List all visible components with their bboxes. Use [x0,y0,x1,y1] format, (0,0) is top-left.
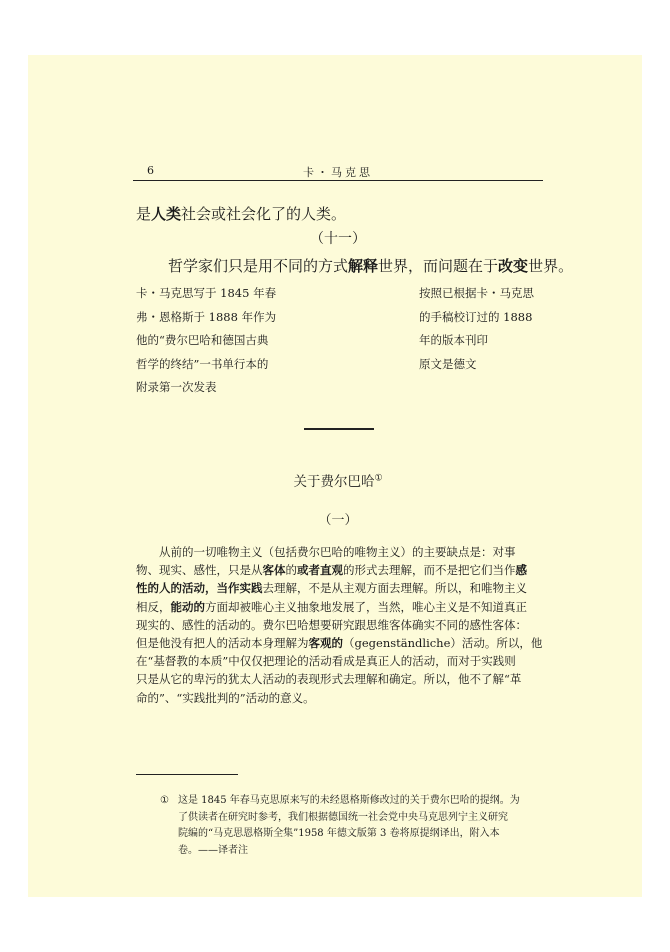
paragraph-line [136,634,544,652]
note-line: 弗・恩格斯于 1888 年作为 [136,309,277,324]
footnote-rule [136,774,238,775]
plain-text: 相反， [136,599,171,614]
plain-text: 只是从它的卑污的犹太人活动的表现形式去理解和确定。所以，他不了解“革 [136,672,522,687]
plain-text: 命的”、“实践批判的”活动的意义。 [136,690,315,705]
note-line: 的手稿校订过的 1888 [419,309,533,324]
plain-text: 去理解，不是从主观方面去理解。所以，和唯物主义 [262,581,527,596]
emphasis-text: 或者直观 [297,563,343,578]
plain-text: 在“基督教的本质”中仅仅把理论的活动看成是真正人的活动，而对于实践则 [136,654,516,669]
emphasis-text: 感 [515,563,527,578]
paragraph-line [136,652,544,670]
note-line: 卡・马克思写于 1845 年春 [136,286,277,300]
plain-text: 但是他没有把人的活动本身理解为 [136,636,309,651]
note-line: 原文是德文 [419,356,477,371]
paragraph-line [136,561,544,579]
paragraph-line [136,670,544,688]
paragraph-line [136,543,544,561]
closing-line: 是人类社会或社会化了的人类。 [136,205,347,223]
emphasis-text: 能动的 [170,599,205,614]
note-line: 他的“费尔巴哈和德国古典 [136,333,269,347]
section-title: 关于费尔巴哈① [293,473,383,490]
plain-text: 现实的、感性的活动的。费尔巴哈想要研究跟思维客体确实不同的感性客体： [136,617,527,632]
plain-text: （gegenständliche）活动。所以，他 [343,636,543,651]
section-heading-eleven: （十一） [310,231,366,247]
emphasis-text: 客观的 [308,636,343,651]
thesis-eleven: 哲学家们只是用不同的方式解释世界，而问题在于改变世界。 [168,257,574,275]
publication-note-right [419,282,534,376]
footnote-line: 了供读者在研究时参考，我们根据德国统一社会党中央马克思列宁主义研究 [178,811,508,823]
paragraph-line [136,598,544,616]
running-title: 卡・马克思 [303,166,373,179]
section-heading-one: （一） [318,513,358,528]
footnote-line: 院编的“马克思恩格斯全集”1958 年德文版第 3 卷将原提纲译出，附入本 [178,828,500,839]
note-line: 哲学的终结”一书单行本的 [136,356,269,371]
footnote-mark: ① [160,795,169,806]
plain-text: 的形式去理解，而不是把它们当作 [343,563,516,578]
publication-note-left [136,282,276,400]
footnote [160,793,545,859]
section-divider [304,428,374,430]
emphasis-text: 客体 [262,563,286,578]
footnote-ref[interactable]: ① [374,473,383,484]
paragraph-line [136,689,544,707]
emphasis-text: 性的人的活动，当作实践 [136,581,263,596]
thesis-one-paragraph [136,543,544,707]
note-line: 按照已根据卡・马克思 [419,286,534,300]
page-number: 6 [147,164,154,177]
page-header [133,162,543,181]
note-line: 年的版本刊印 [419,333,488,347]
paragraph-line [136,616,544,634]
plain-text: 的 [285,563,297,578]
paragraph-line [136,579,544,597]
plain-text: 物、现实、感性，只是从 [136,563,263,578]
footnote-line: 卷。——译者注 [178,844,248,856]
plain-text: 方面却被唯心主义抽象地发展了，当然，唯心主义是不知道真正 [205,599,527,614]
footnote-line: 这是 1845 年春马克思原来写的未经恩格斯修改过的关于费尔巴哈的提纲。为 [178,795,520,806]
plain-text: 从前的一切唯物主义（包括费尔巴哈的唯物主义）的主要缺点是：对事 [136,545,516,559]
note-line: 附录第一次发表 [136,380,217,394]
